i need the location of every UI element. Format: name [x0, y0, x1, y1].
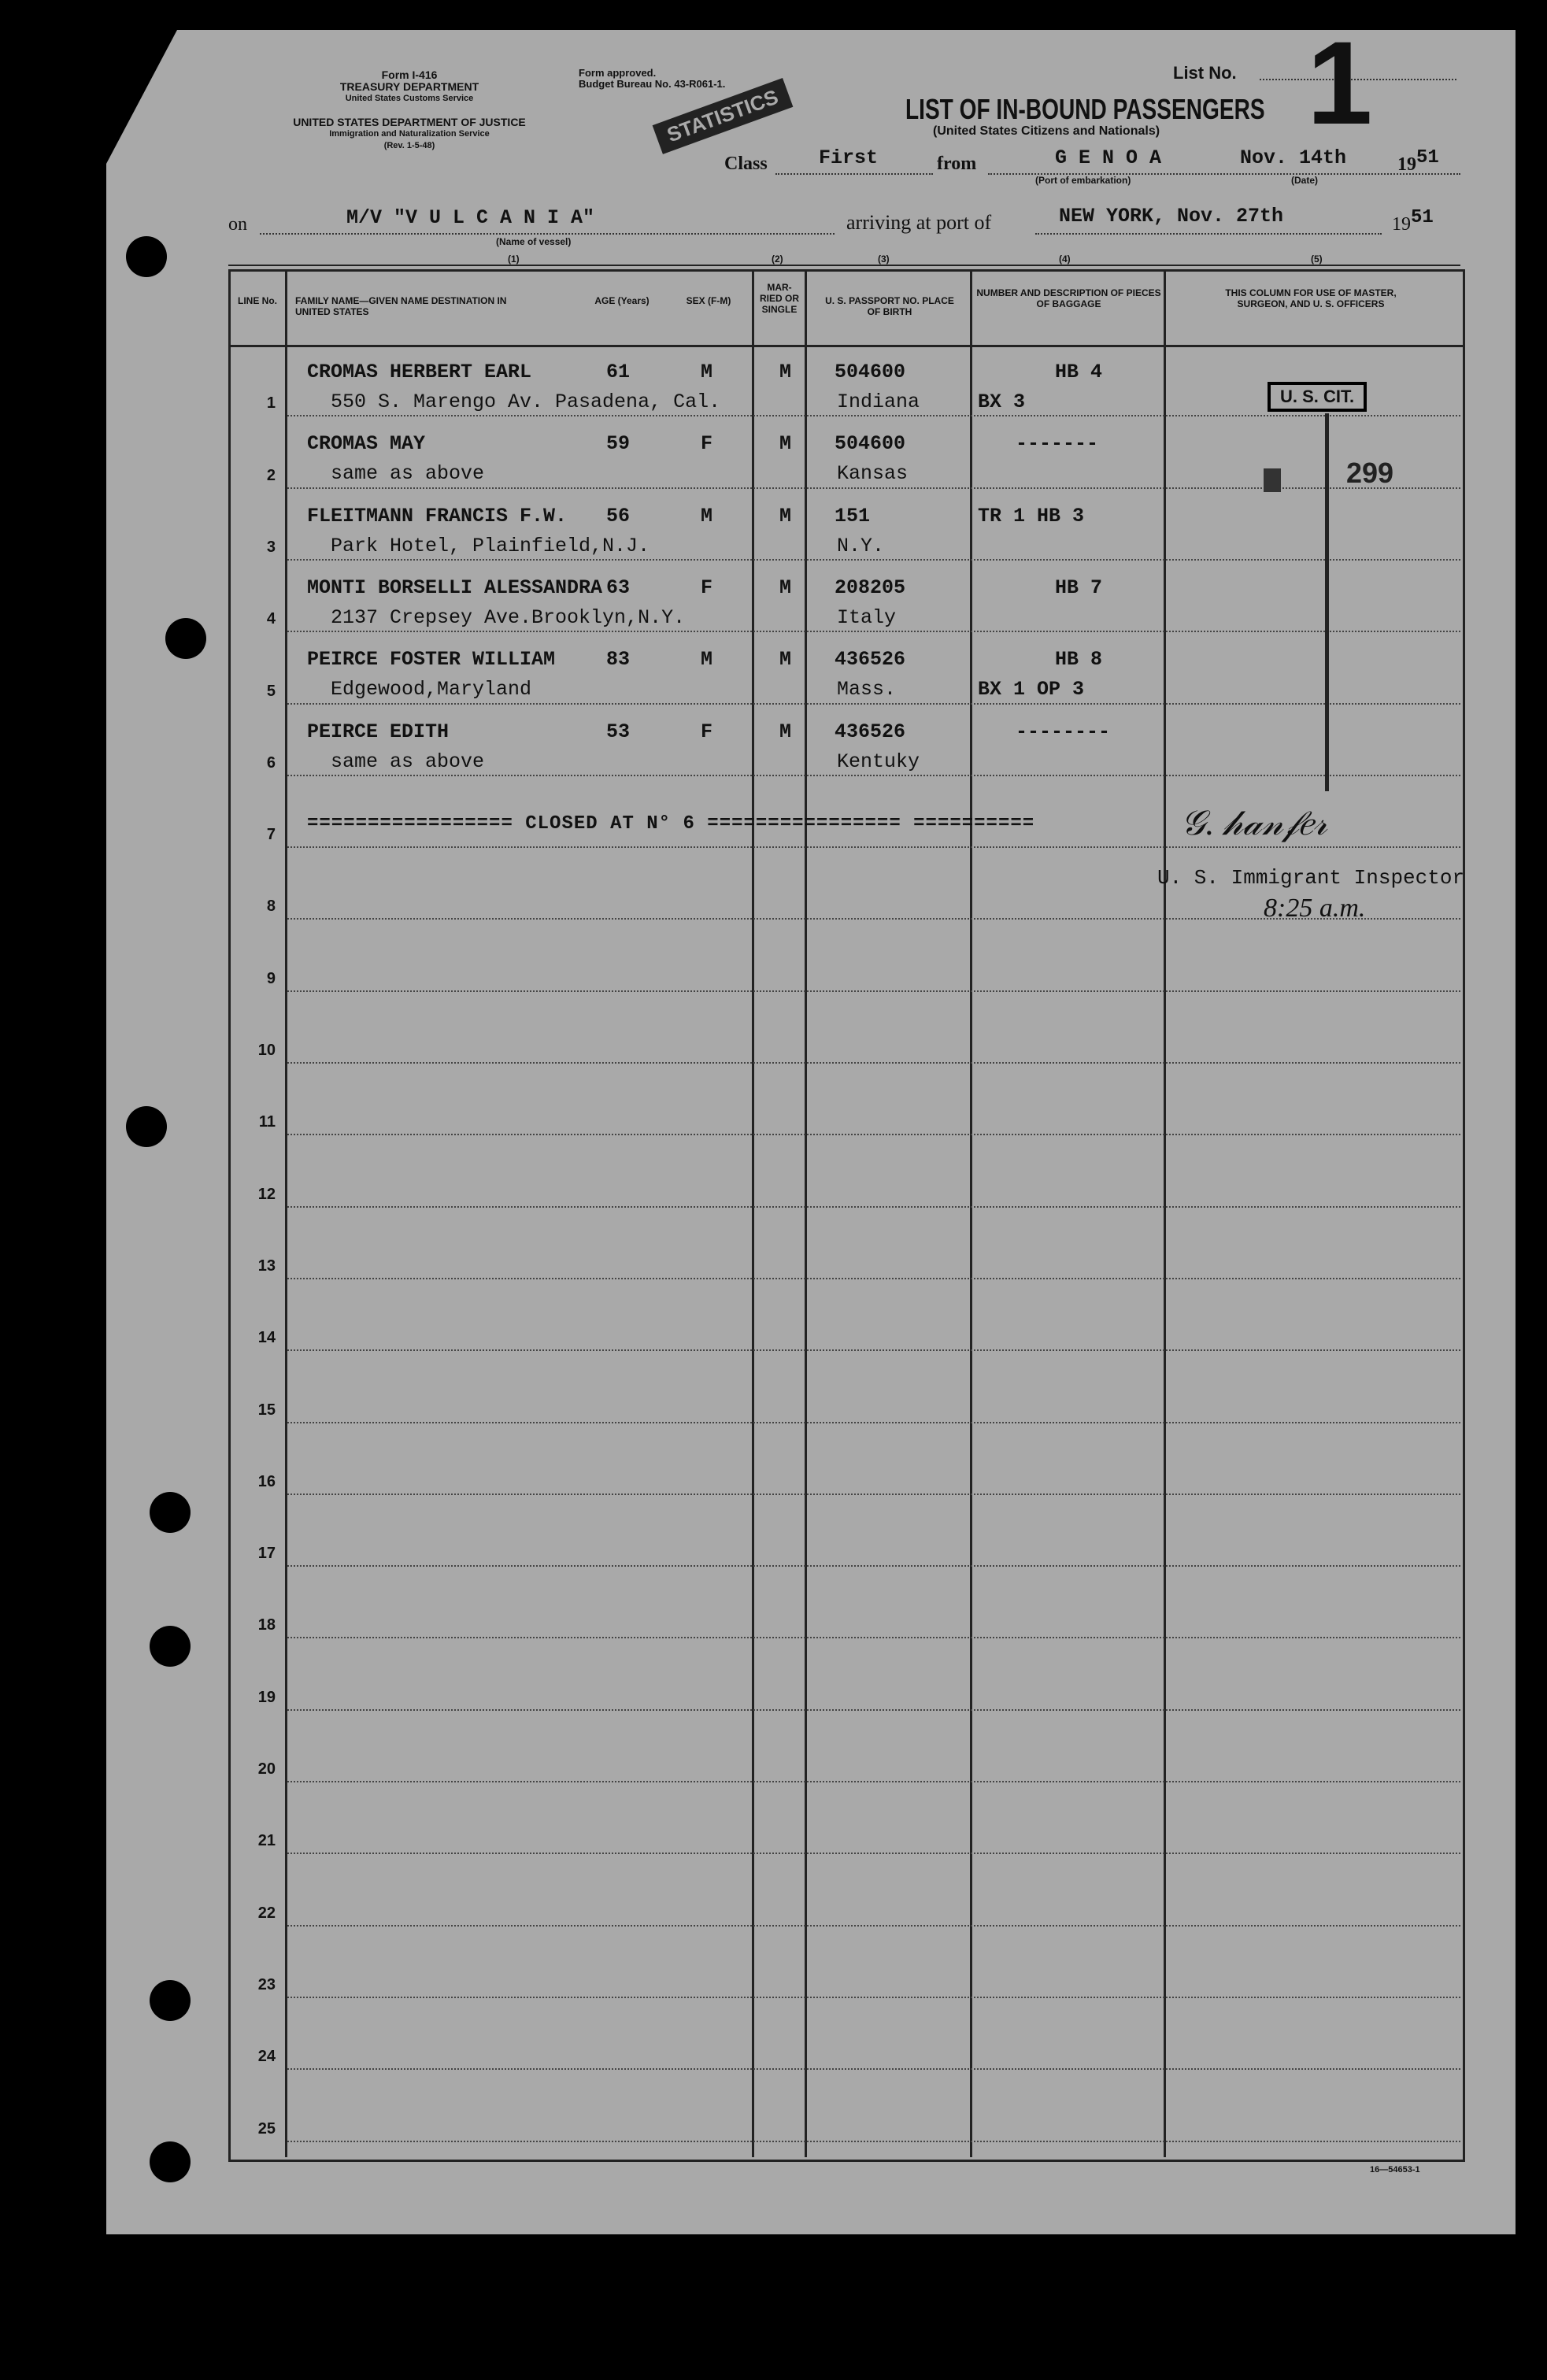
closed-at: CLOSED AT N° 6 — [525, 813, 695, 835]
passenger-dest: same as above — [331, 462, 485, 486]
passenger-bag1: HB 4 — [1055, 361, 1103, 383]
line-number: 21 — [257, 1832, 276, 1850]
arriving-label: arriving at port of — [846, 211, 992, 234]
class-value: First — [819, 146, 879, 169]
passenger-sex: M — [701, 361, 713, 383]
inspection-time: 8:25 a.m. — [1264, 894, 1366, 923]
line-number: 13 — [257, 1257, 276, 1275]
line-number: 6 — [266, 753, 276, 772]
row-separator — [287, 1422, 1460, 1423]
header-age: AGE (Years) — [594, 295, 650, 306]
passenger-birth: Kansas — [837, 462, 909, 486]
row-separator — [287, 1206, 1460, 1208]
passenger-married: M — [779, 576, 792, 599]
row-separator — [287, 1565, 1460, 1567]
year-arrive: 51 — [1411, 207, 1434, 228]
form-number: Form I-416 — [381, 68, 438, 81]
row-separator — [287, 415, 1460, 416]
line-number: 10 — [257, 1042, 276, 1059]
revision: (Rev. 1-5-48) — [383, 141, 435, 150]
passenger-birth: Kentuky — [837, 750, 920, 773]
passenger-bag2: BX 3 — [978, 390, 1026, 413]
on-label: on — [228, 214, 247, 235]
passenger-bag1: ------- — [1016, 432, 1099, 456]
passenger-bag1: HB 8 — [1055, 648, 1103, 672]
inspector-title: U. S. Immigrant Inspector — [1157, 866, 1465, 890]
passenger-name: PEIRCE EDITH — [307, 720, 450, 743]
header-name: FAMILY NAME—GIVEN NAME DESTINATION IN UNITED STATES — [295, 295, 507, 317]
folded-corner — [106, 30, 177, 164]
passenger-age: 56 — [606, 504, 631, 527]
passenger-sex: F — [701, 720, 713, 743]
form-subtitle: (United States Citizens and Nationals) — [933, 124, 1160, 138]
row-separator — [287, 1062, 1460, 1064]
passenger-age: 59 — [606, 432, 631, 456]
date-embarkation: Nov. 14th — [1240, 146, 1347, 169]
passenger-age: 83 — [606, 648, 631, 672]
line-number: 9 — [266, 969, 276, 987]
punch-hole — [126, 236, 167, 277]
date-caption: (Date) — [1291, 175, 1319, 186]
customs-service: United States Customs Service — [345, 94, 474, 103]
passenger-name: CROMAS MAY — [307, 432, 426, 456]
line-number: 25 — [257, 2119, 276, 2138]
year-embark: 51 — [1416, 147, 1439, 168]
port-embarkation: G E N O A — [1055, 146, 1162, 169]
line-number: 18 — [257, 1616, 276, 1634]
passenger-name: FLEITMANN FRANCIS F.W. — [307, 504, 568, 527]
passenger-married: M — [779, 648, 792, 672]
year-prefix-arrive: 19 — [1392, 214, 1411, 235]
passenger-name: CROMAS HERBERT EARL — [307, 361, 532, 383]
passenger-age: 53 — [606, 720, 631, 743]
passenger-dest: 2137 Crepsey Ave.Brooklyn,N.Y. — [331, 605, 686, 629]
stamp-mark — [1264, 468, 1281, 492]
passenger-sex: F — [701, 432, 713, 456]
passenger-passport: 504600 — [835, 361, 906, 383]
line-number: 15 — [257, 1401, 276, 1419]
passenger-sex: F — [701, 576, 713, 599]
statistics-stamp: STATISTICS — [653, 78, 794, 154]
header-line: LINE No. — [238, 295, 277, 306]
from-label: from — [937, 154, 977, 174]
row-separator — [287, 775, 1460, 776]
port-embark-caption: (Port of embarkation) — [1035, 175, 1131, 186]
passenger-married: M — [779, 720, 792, 743]
passenger-age: 63 — [606, 576, 631, 599]
line-number: 14 — [257, 1329, 276, 1347]
header-baggage: NUMBER AND DESCRIPTION OF PIECES OF BAGGAGE — [976, 287, 1161, 309]
passenger-birth: Mass. — [837, 678, 897, 701]
header-married: MAR- RIED OR SINGLE — [759, 282, 799, 315]
passenger-passport: 436526 — [835, 648, 906, 672]
us-citizen-stamp: U. S. CIT. — [1268, 382, 1367, 412]
passenger-dest: same as above — [331, 750, 485, 773]
row-separator — [287, 990, 1460, 992]
line-number: 22 — [257, 1904, 276, 1922]
passenger-passport: 504600 — [835, 432, 906, 456]
punch-hole — [150, 1626, 191, 1667]
punch-hole — [150, 2141, 191, 2182]
treasury-dept: TREASURY DEPARTMENT — [339, 80, 479, 93]
passenger-dest: 550 S. Marengo Av. Pasadena, Cal. — [331, 390, 721, 413]
justice-dept: UNITED STATES DEPARTMENT OF JUSTICE — [293, 116, 526, 128]
passenger-sex: M — [701, 648, 713, 672]
passenger-birth: Italy — [837, 605, 897, 629]
form-approved: Form approved. — [579, 67, 657, 79]
row-separator — [287, 1134, 1460, 1135]
passenger-married: M — [779, 504, 792, 527]
row-separator — [287, 559, 1460, 561]
passenger-married: M — [779, 432, 792, 456]
col-num-5: (5) — [1311, 254, 1323, 265]
passenger-passport: 208205 — [835, 576, 906, 599]
form-title: LIST OF IN-BOUND PASSENGERS — [905, 93, 1265, 125]
ins-service: Immigration and Naturalization Service — [329, 129, 490, 139]
header-sex: SEX (F-M) — [686, 295, 731, 306]
line-number: 17 — [257, 1545, 276, 1563]
line-number: 3 — [266, 538, 276, 556]
row-separator — [287, 1709, 1460, 1711]
passenger-bag1: TR 1 HB 3 — [978, 504, 1085, 527]
passenger-birth: Indiana — [837, 390, 920, 413]
passenger-age: 61 — [606, 361, 631, 383]
budget-bureau: Budget Bureau No. 43-R061-1. — [579, 78, 726, 90]
vessel-name: M/V "V U L C A N I A" — [346, 206, 595, 229]
col-num-2: (2) — [772, 254, 783, 265]
inspector-signature: 𝒢. 𝒽𝒶𝓃𝒻𝑒𝓇 — [1181, 804, 1327, 842]
list-no-label: List No. — [1173, 63, 1237, 83]
col-num-1: (1) — [508, 254, 520, 265]
line-number: 24 — [257, 2048, 276, 2066]
line-number: 16 — [257, 1472, 276, 1490]
row-separator — [287, 487, 1460, 489]
passenger-dest: Edgewood,Maryland — [331, 678, 532, 701]
line-number: 19 — [257, 1688, 276, 1706]
passenger-name: MONTI BORSELLI ALESSANDRA — [307, 576, 603, 599]
row-separator — [287, 1278, 1460, 1279]
header-officers: THIS COLUMN FOR USE OF MASTER, SURGEON, AND U. S. OFFICERS — [1225, 287, 1397, 309]
line-number: 12 — [257, 1185, 276, 1203]
header-passport: U. S. PASSPORT NO. PLACE OF BIRTH — [825, 295, 954, 317]
row-separator — [287, 703, 1460, 705]
footer-code: 16—54653-1 — [1370, 2165, 1420, 2175]
row-separator — [287, 1925, 1460, 1927]
port-arrival: NEW YORK, Nov. 27th — [1059, 205, 1284, 228]
passenger-passport: 151 — [835, 504, 871, 527]
class-label: Class — [724, 154, 768, 174]
col-num-3: (3) — [878, 254, 890, 265]
passenger-bag1: HB 7 — [1055, 576, 1103, 599]
passenger-name: PEIRCE FOSTER WILLIAM — [307, 648, 556, 672]
row-separator — [287, 631, 1460, 632]
officer-number: 299 — [1346, 457, 1394, 489]
row-separator — [287, 1997, 1460, 1998]
col-num-4: (4) — [1059, 254, 1071, 265]
line-number: 5 — [266, 682, 276, 700]
row-separator — [287, 1637, 1460, 1638]
punch-hole — [126, 1106, 167, 1147]
line-number: 20 — [257, 1760, 276, 1778]
closed-dashes-left: ================= — [307, 813, 513, 835]
list-number: 1 — [1307, 17, 1373, 149]
line-number: 8 — [266, 898, 276, 916]
line-number: 4 — [266, 610, 276, 628]
punch-hole — [165, 618, 206, 659]
row-separator — [287, 1853, 1460, 1854]
punch-hole — [150, 1492, 191, 1533]
row-separator — [287, 2141, 1460, 2142]
line-number: 23 — [257, 1975, 276, 1993]
row-separator — [287, 2068, 1460, 2070]
passenger-sex: M — [701, 504, 713, 527]
line-number: 7 — [266, 826, 276, 844]
line-number: 2 — [266, 466, 276, 484]
row-separator — [287, 1349, 1460, 1351]
passenger-married: M — [779, 361, 792, 383]
passenger-birth: N.Y. — [837, 534, 885, 557]
passenger-dest: Park Hotel, Plainfield,N.J. — [331, 534, 650, 557]
bracket-line — [1325, 413, 1329, 791]
row-separator — [287, 1781, 1460, 1782]
row-separator — [287, 1494, 1460, 1495]
line-number: 11 — [258, 1113, 276, 1131]
row-separator — [287, 846, 1460, 848]
year-prefix: 19 — [1397, 154, 1416, 175]
closed-dashes-right: ================ ========== — [707, 813, 1035, 835]
punch-hole — [150, 1980, 191, 2021]
passenger-passport: 436526 — [835, 720, 906, 743]
passenger-bag2: BX 1 OP 3 — [978, 678, 1085, 701]
line-number: 1 — [266, 394, 276, 413]
vessel-caption: (Name of vessel) — [496, 236, 572, 247]
passenger-bag1: -------- — [1016, 720, 1111, 743]
